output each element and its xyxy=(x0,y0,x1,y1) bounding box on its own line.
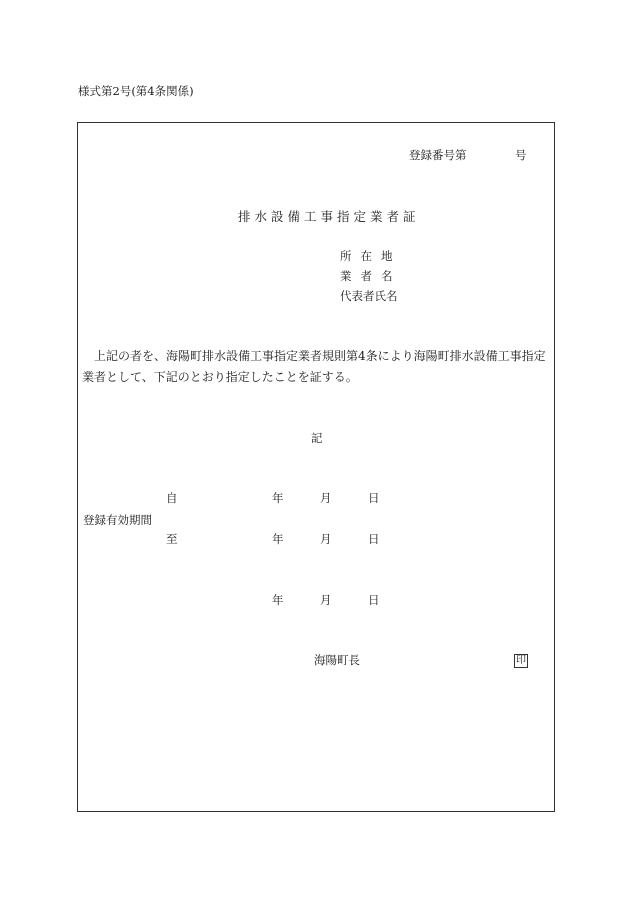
validity-from-month: 月 xyxy=(320,491,332,505)
validity-to-year: 年 xyxy=(272,532,284,546)
validity-from-day: 日 xyxy=(368,491,380,505)
issue-date-month: 月 xyxy=(320,593,332,607)
validity-to-month: 月 xyxy=(320,532,332,546)
field-location-label: 所在地 xyxy=(340,249,402,263)
registration-number-suffix: 号 xyxy=(515,148,527,162)
validity-from-label: 自 xyxy=(166,491,178,505)
validity-from-year: 年 xyxy=(272,491,284,505)
certificate-body-paragraph: 上記の者を、海陽町排水設備工事指定業者規則第4条により海陽町排水設備工事指定業者として、下記のとおり指定したことを証する。 xyxy=(82,349,546,384)
validity-period-label: 登録有効期間 xyxy=(83,513,152,527)
field-representative-label: 代表者氏名 xyxy=(340,289,398,303)
issue-date-day: 日 xyxy=(368,593,380,607)
certificate-frame xyxy=(77,122,555,812)
validity-to-label: 至 xyxy=(166,532,178,546)
validity-to-day: 日 xyxy=(368,532,380,546)
certificate-title: 排水設備工事指定業者証 xyxy=(238,209,420,224)
note-heading: 記 xyxy=(311,431,323,445)
issuer-name: 海陽町長 xyxy=(314,653,360,667)
form-number-label: 様式第2号(第4条関係) xyxy=(78,84,194,98)
registration-number-prefix: 登録番号第 xyxy=(409,148,467,162)
seal-icon: 印 xyxy=(516,655,526,666)
issue-date-year: 年 xyxy=(272,593,284,607)
field-business-name-label: 業者名 xyxy=(340,269,402,283)
